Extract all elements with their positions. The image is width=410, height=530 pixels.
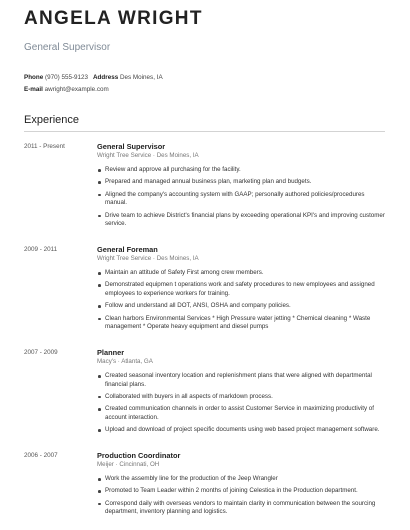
job-bullet: Demonstrated equipmen t operations work and safety procedures to new employees and assigned employees to experience workers for training. <box>97 281 385 298</box>
job-bullets <box>97 269 385 336</box>
job-company: Wright Tree Service · Des Moines, IA <box>97 255 199 262</box>
resume-job-title: General Supervisor <box>24 42 111 53</box>
job-bullet: Clean harbors Environmental Services * High Pressure water jetting * Chemical cleaning * Waste management * Operate heavy equipment and diesel pumps <box>97 315 385 332</box>
job-bullet: Drive team to achieve District's financial plans by exceeding operational KPI's and improving customer service. <box>97 212 385 229</box>
job-bullet: Maintain an attitude of Safety First among crew members. <box>97 269 385 278</box>
job-dates: 2006 - 2007 <box>24 452 58 459</box>
job-title: Production Coordinator <box>97 451 181 460</box>
resume-name: ANGELA WRIGHT <box>24 8 203 29</box>
job-dates: 2011 - Present <box>24 143 65 150</box>
job-bullets <box>97 166 385 233</box>
job-company: Meijer · Cincinnati, OH <box>97 461 160 468</box>
job-bullet: Aligned the company's accounting system with GAAP; personally authored policies/procedures manual. <box>97 191 385 208</box>
job-title: General Foreman <box>97 245 158 254</box>
job-title: Planner <box>97 348 125 357</box>
phone-value: (970) 555-9123 <box>45 74 89 81</box>
job-bullet: Collaborated with buyers in all aspects of markdown process. <box>97 393 385 402</box>
address-value: Des Moines, IA <box>119 74 163 81</box>
job-title: General Supervisor <box>97 142 166 151</box>
job-bullets <box>97 372 385 439</box>
job-bullet: Prepared and managed annual business plan, marketing plan and budgets. <box>97 178 385 187</box>
job-dates: 2007 - 2009 <box>24 349 58 356</box>
job-company: Macy's · Atlanta, GA <box>97 358 153 365</box>
contact-address <box>93 74 163 81</box>
job-bullet: Review and approve all purchasing for the facility. <box>97 166 385 175</box>
section-divider <box>24 131 385 132</box>
job-dates: 2009 - 2011 <box>24 246 58 253</box>
job-bullet: Work the assembly line for the production of the Jeep Wrangler <box>97 475 385 484</box>
job-bullet: Created communication channels in order to assist Customer Service in maximizing productivity of account interaction. <box>97 405 385 422</box>
email-label: E-mail <box>24 86 43 93</box>
job-bullets <box>97 475 385 521</box>
job-bullet: Created seasonal inventory location and replenishment plans that were aligned with departmental financial plans. <box>97 372 385 389</box>
job-bullet: Upload and download of project specific documents using web based project management software. <box>97 426 385 435</box>
contact-phone <box>24 74 88 81</box>
job-company: Wright Tree Service · Des Moines, IA <box>97 152 199 159</box>
job-bullet: Follow and understand all DOT, ANSI, OSHA and company policies. <box>97 302 385 311</box>
section-title-experience: Experience <box>24 114 80 126</box>
contact-email <box>24 86 109 93</box>
job-bullet: Promoted to Team Leader within 2 months of joining Celestica in the Production department. <box>97 487 385 496</box>
email-value[interactable]: awright@example.com <box>44 86 109 93</box>
job-bullet: Correspond daily with overseas vendors to maintain clarity in communication between the sourcing department, inventory planning and logistics. <box>97 500 385 517</box>
address-label: Address <box>93 74 119 81</box>
phone-label: Phone <box>24 74 44 81</box>
